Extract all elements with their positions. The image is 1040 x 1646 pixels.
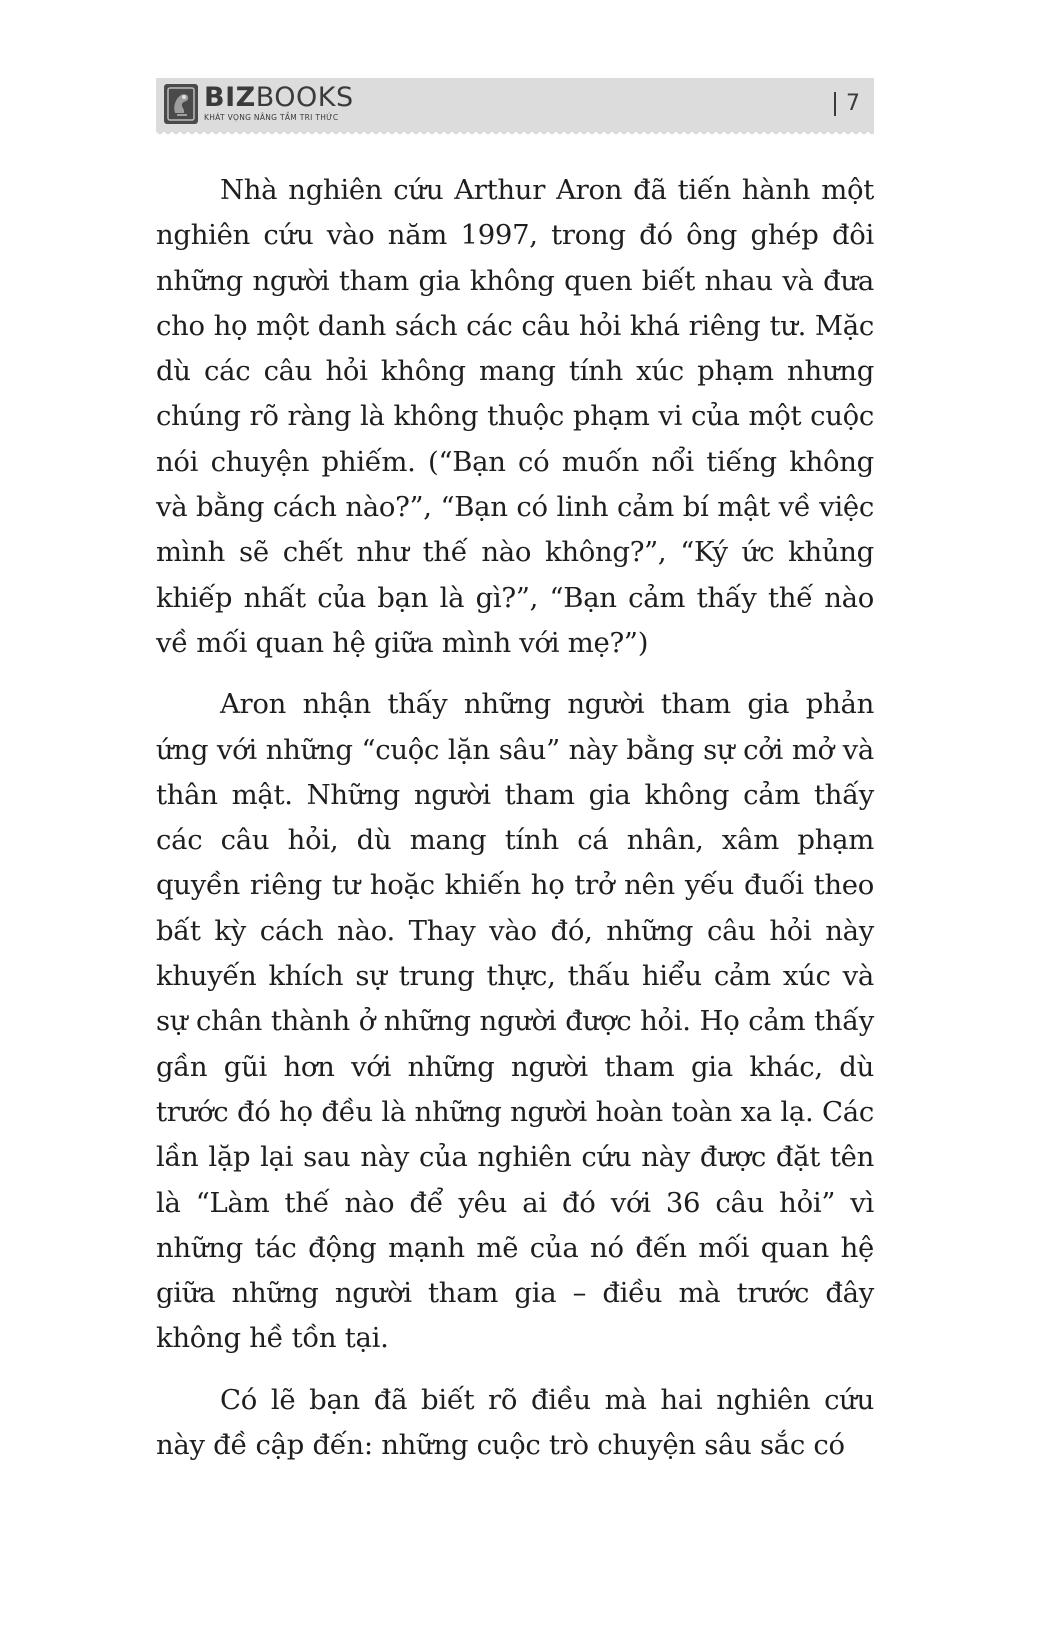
paragraph: Nhà nghiên cứu Arthur Aron đã tiến hành một nghiên cứu vào năm 1997, trong đó ông ghép đôi những người tham gia không quen biết nhau và đưa cho họ một danh sách các câu hỏi khá riêng tư. Mặc dù các câu hỏi không mang tính xúc phạm nhưng chúng rõ ràng là không thuộc phạm vi của một cuộc nói chuyện phiếm. (“Bạn có muốn nổi tiếng không và bằng cách nào?”, “Bạn có linh cảm bí mật về việc mình sẽ chết như thế nào không?”, “Ký ức khủng khiếp nhất của bạn là gì?”, “Bạn cảm thấy thế nào về mối quan hệ giữa mình với mẹ?”) (156, 174, 874, 659)
bizbooks-logo-icon (164, 84, 198, 124)
publisher-name-bold: BIZ (204, 82, 256, 113)
paragraph: Có lẽ bạn đã biết rõ điều mà hai nghiên cứu này đề cập đến: những cuộc trò chuyện sâu sắc có (156, 1383, 874, 1462)
page-header (156, 78, 874, 132)
paragraph: Aron nhận thấy những người tham gia phản ứng với những “cuộc lặn sâu” này bằng sự cởi mở và thân mật. Những người tham gia không cảm thấy các câu hỏi, dù mang tính cá nhân, xâm phạm quyền riêng tư hoặc khiến họ trở nên yếu đuối theo bất kỳ cách nào. Thay vào đó, những câu hỏi này khuyến khích sự trung thực, thấu hiểu cảm xúc và sự chân thành ở những người được hỏi. Họ cảm thấy gần gũi hơn với những người tham gia khác, dù trước đó họ đều là những người hoàn toàn xa lạ. Các lần lặp lại sau này của nghiên cứu này được đặt tên là “Làm thế nào để yêu ai đó với 36 câu hỏi” vì những tác động mạnh mẽ của nó đến mối quan hệ giữa những người tham gia – điều mà trước đây không hề tồn tại. (156, 688, 874, 1355)
page-number-area (834, 91, 860, 117)
publisher-tagline: KHÁT VỌNG NÂNG TẦM TRI THỨC (204, 113, 339, 122)
page-body (156, 168, 874, 1484)
page-number: 7 (846, 91, 860, 116)
publisher-name (204, 84, 354, 112)
publisher-name-light: BOOKS (255, 82, 354, 113)
page-number-divider (834, 92, 836, 116)
publisher-logo (164, 84, 354, 124)
